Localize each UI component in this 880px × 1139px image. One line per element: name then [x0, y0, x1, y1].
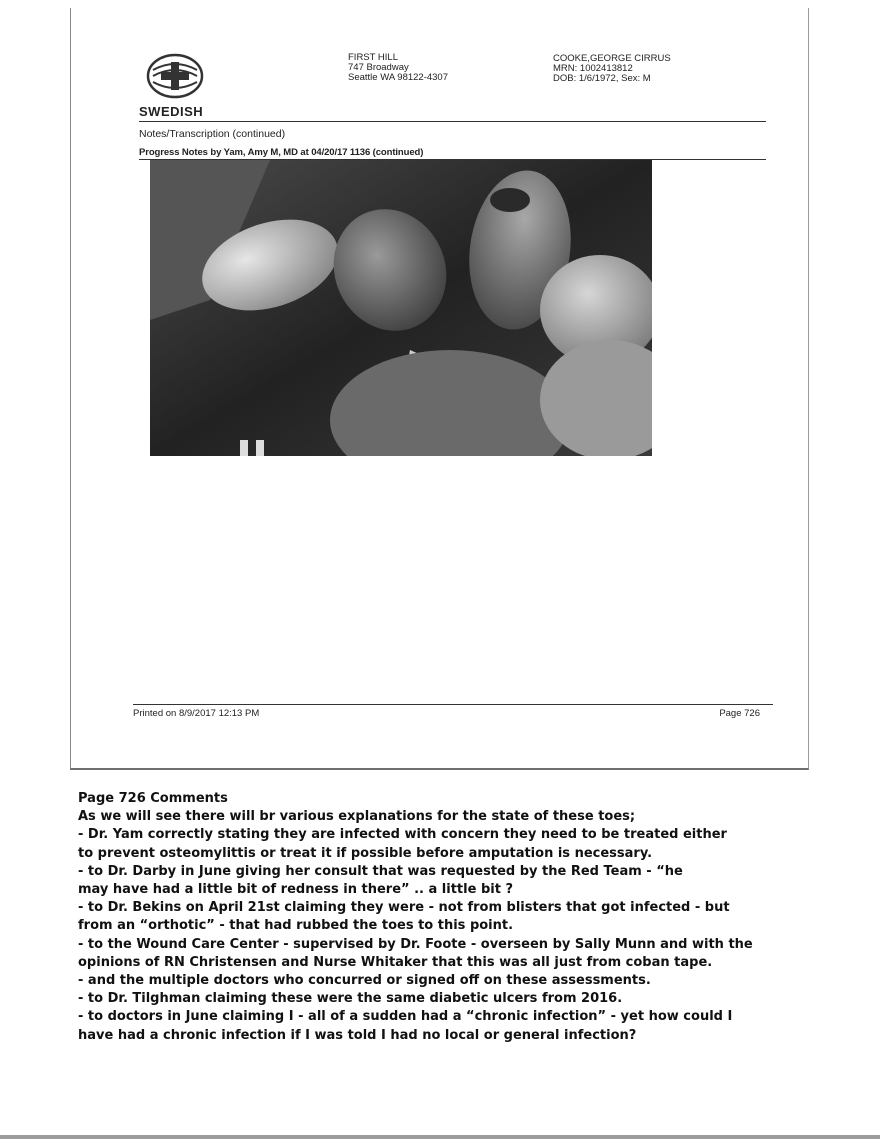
- comments-heading: Page 726 Comments: [78, 791, 228, 806]
- swedish-logo-icon: [145, 52, 205, 100]
- printed-on: Printed on 8/9/2017 12:13 PM: [133, 708, 260, 719]
- facility-address: [348, 53, 448, 83]
- comment-line: - to Dr. Darby in June giving her consult that was requested by the Red Team - “he: [78, 863, 683, 879]
- facility-city: Seattle WA 98122-4307: [348, 72, 448, 83]
- progress-note-line: Progress Notes by Yam, Amy M, MD at 04/20/17 1136 (continued): [139, 147, 424, 158]
- patient-info: [553, 54, 671, 84]
- comment-line: - to Dr. Bekins on April 21st claiming they were - not from blisters that got infected - but: [78, 900, 730, 916]
- comment-line: - to the Wound Care Center - supervised by Dr. Foote - overseen by Sally Munn and with the: [78, 936, 753, 952]
- comment-line: from an “orthotic” - that had rubbed the toes to this point.: [78, 918, 514, 934]
- toes-wound-photo: [150, 160, 652, 456]
- scanned-record-page: [70, 8, 809, 770]
- comment-line: opinions of RN Christensen and Nurse Whitaker that this was all just from coban tape.: [78, 954, 713, 970]
- page-comments: [78, 790, 828, 1045]
- header-rule: [139, 121, 766, 122]
- patient-name: COOKE,GEORGE CIRRUS: [553, 53, 671, 64]
- scan-edge: [0, 1135, 880, 1139]
- comment-line: - to doctors in June claiming I - all of a sudden had a “chronic infection” - yet how could I: [78, 1009, 733, 1025]
- patient-dob: DOB: 1/6/1972, Sex: M: [553, 73, 651, 84]
- comment-line: - to Dr. Tilghman claiming these were the same diabetic ulcers from 2016.: [78, 991, 623, 1007]
- brand-name: SWEDISH: [139, 104, 204, 119]
- section-title: Notes/Transcription (continued): [139, 128, 286, 140]
- comment-line: to prevent osteomylittis or treat it if possible before amputation is necessary.: [78, 845, 653, 861]
- patient-mrn: MRN: 1002413812: [553, 63, 633, 74]
- comment-line: have had a chronic infection if I was told I had no local or general infection?: [78, 1027, 637, 1043]
- comment-line: may have had a little bit of redness in there” .. a little bit ?: [78, 882, 513, 898]
- facility-name: FIRST HILL: [348, 52, 398, 63]
- page-number: Page 726: [719, 708, 760, 719]
- comment-line: - Dr. Yam correctly stating they are infected with concern they need to be treated either: [78, 827, 727, 843]
- comment-line: As we will see there will br various explanations for the state of these toes;: [78, 809, 636, 825]
- footer-rule: [133, 704, 773, 705]
- comment-line: - and the multiple doctors who concurred or signed off on these assessments.: [78, 973, 651, 989]
- facility-street: 747 Broadway: [348, 62, 409, 73]
